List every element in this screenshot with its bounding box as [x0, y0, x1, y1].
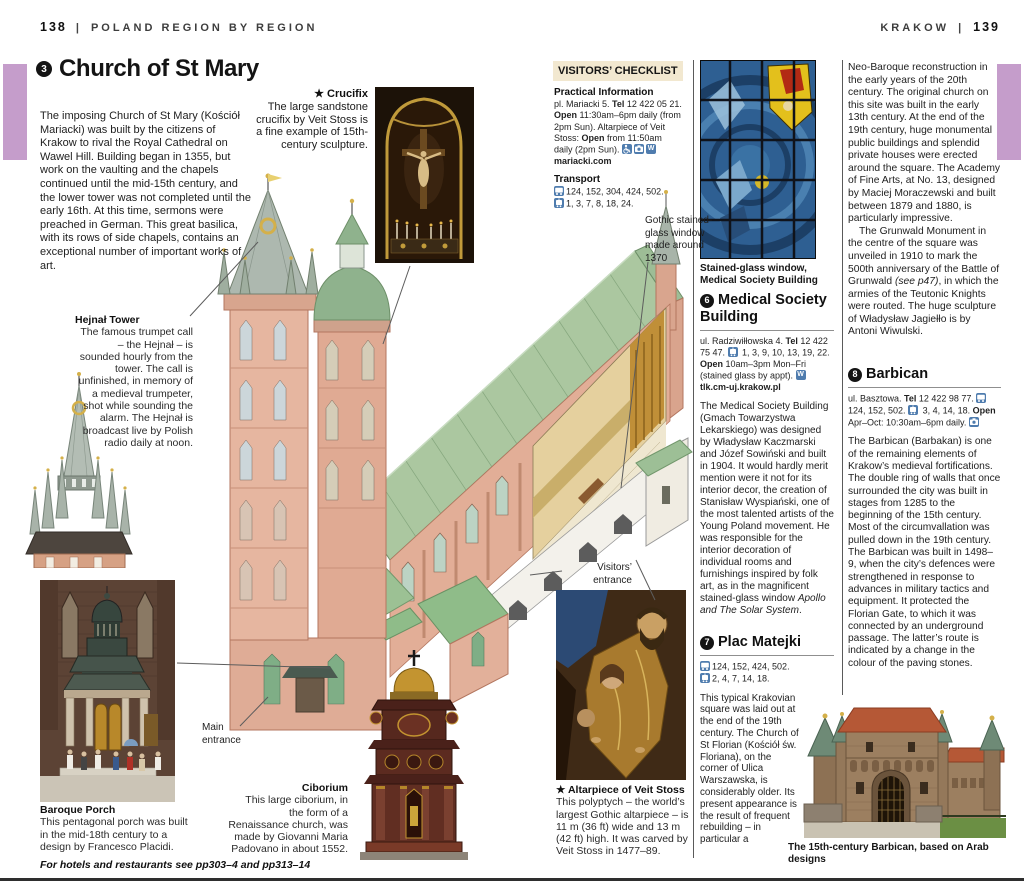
- checklist-title: VISITORS’ CHECKLIST: [553, 61, 683, 81]
- open-label: Open: [554, 110, 578, 121]
- hejnal-caption-title: Hejnał Tower: [75, 314, 140, 326]
- open-hours-2: from 11:50am daily (2pm Sun).: [554, 132, 662, 155]
- section-plac-matejki: [700, 634, 834, 846]
- tram-icon: [908, 405, 918, 415]
- barbican-body: The Barbican (Barbakan) is one of the remaining elements of Krakow’s medieval fortifications. The double ring of walls that once surrounded the city was built in stages from 1285 to the beginning of the 15th century. Most of the circumvallation was pulled down in the 19th century. The Barbican was built in 1498–9, when the city’s defences were strengthened in response to advances in military tactics and equipment. It protected the Florian Gate, to which it was connected by an underground passage. The latter’s route is indicated by a change in the colour of the paving stones.: [848, 436, 1001, 669]
- tel-number: 12 422 98 77.: [916, 393, 977, 404]
- section-heading: Medical Society Building: [700, 292, 827, 325]
- open-label: Open: [972, 405, 996, 416]
- right-column-text: [848, 62, 1001, 339]
- tel-number: 12 422 05 21.: [624, 99, 682, 110]
- website-url: mariacki.com: [554, 155, 612, 166]
- practical-heading: Practical Information: [554, 87, 654, 98]
- header-separator: |: [958, 22, 965, 34]
- article-title-row: [36, 55, 259, 83]
- cross-reference: (see p47): [894, 276, 939, 288]
- visitors-checklist: [553, 61, 683, 217]
- photo-icon: [969, 417, 979, 427]
- section-heading: Barbican: [866, 366, 929, 382]
- open-hours: 11:30am–6pm daily (from 2pm Sun). Altarpiece of Veit Stoss:: [554, 110, 681, 143]
- section-medical-society: [700, 292, 834, 617]
- baroque-porch-photo: [40, 580, 175, 802]
- header-separator: |: [75, 22, 82, 34]
- open-hours: 10am–3pm Mon–Fri (stained glass by appt).: [700, 359, 807, 381]
- section-number-badge: 3: [36, 61, 52, 77]
- medical-info: [700, 336, 834, 393]
- bus-routes: 124, 152, 502.: [848, 405, 909, 416]
- tel-label: Tel: [904, 393, 917, 404]
- address: ul. Radziwiłłowska 4.: [700, 336, 786, 346]
- intro-paragraph: The imposing Church of St Mary (Kościół Mariacki) was built by the citizens of Krakow to rival the Royal Cathedral on Wawel Hill. Building began in 1355, but work on the vaulting and the chapels continued until the mid-15th century, and the lower tower was not completed until the early 16th. At this time, sermons were preached in German. This great basilica, with its rows of side chapels, contains an exceptional number of important works of art.: [40, 110, 251, 272]
- baroque-porch-caption: [40, 804, 192, 853]
- section-title-left: POLAND REGION BY REGION: [90, 22, 318, 34]
- column-rule-left: [693, 60, 694, 858]
- crucifix-photo: [375, 87, 474, 263]
- porch-caption-text: This pentagonal porch was built in the mid-18th century to a design by Francesco Placidi.: [40, 816, 188, 853]
- heading-rule: [700, 655, 834, 656]
- practical-information: [554, 87, 682, 167]
- heading-rule: [700, 330, 834, 331]
- bus-routes: 124, 152, 304, 424, 502.: [566, 186, 664, 197]
- stained-glass-caption: Stained-glass window, Medical Society Building: [700, 263, 818, 286]
- altarpiece-caption-title: Altarpiece of Veit Stoss: [567, 784, 685, 796]
- crucifix-caption-title: Crucifix: [327, 88, 368, 100]
- heading-rule: [848, 387, 1001, 388]
- website-icon: W: [797, 371, 804, 379]
- star-icon: ★: [556, 784, 566, 796]
- bus-icon: [700, 661, 710, 671]
- altarpiece-caption: [556, 784, 694, 858]
- website-url: tlk.cm-uj.krakow.pl: [700, 382, 781, 393]
- tram-routes: 3, 4, 14, 18.: [920, 405, 973, 416]
- tram-icon: [700, 673, 710, 683]
- hejnal-tower-caption: [75, 314, 193, 449]
- barbican-photo-caption: The 15th-century Barbican, based on Arab designs: [788, 842, 989, 865]
- plac-body: This typical Krakovian square was laid out at the end of the 19th century. The Church of St Florian (Kościół św. Floriana), on the corner of Ulica Warszawska, is considerably older. Its present appearance is the result of frequent rebuilding – in particular a: [700, 692, 799, 846]
- tram-icon: [554, 198, 564, 208]
- tram-routes: 1, 3, 9, 10, 13, 19, 22.: [739, 347, 830, 358]
- gothic-window-label: Gothic stained-glass window made around 1370: [645, 215, 713, 264]
- website-icon: W: [647, 145, 655, 153]
- artwork-title: Apollo and The Solar System: [700, 593, 826, 617]
- porch-caption-title: Baroque Porch: [40, 804, 116, 816]
- open-label-2: Open: [581, 132, 605, 143]
- plac-info: [700, 661, 834, 685]
- address: ul. Basztowa.: [848, 393, 905, 404]
- tel-label: Tel: [785, 336, 798, 346]
- page-header-left: [40, 20, 317, 34]
- visitors-entrance-label: Visitors’ entrance: [593, 562, 632, 586]
- tram-routes: 2, 4, 7, 14, 18.: [712, 673, 770, 684]
- crucifix-photo-art: [375, 87, 474, 263]
- section-number-badge: 8: [848, 368, 862, 382]
- crucifix-caption: [250, 88, 368, 152]
- section-barbican: [848, 366, 1001, 670]
- altarpiece-caption-text: This polyptych – the world’s largest Gothic altarpiece – is 11 m (36 ft) wide and 13 m (42 ft) high. It was carved by Veit Stoss in 1477–89.: [556, 796, 689, 858]
- ciborium-caption: [228, 782, 348, 856]
- stained-glass-photo: [700, 60, 816, 259]
- continuation-paragraph: Neo-Baroque reconstruction in the early years of the 20th century. The original church on this site was built in the early 13th century. At the end of the 19th century, huge monumental public buildings and splendid private houses were erected around the square. The Academy of Fine Arts, at No. 13, designed by Maciej Moraczewski and built between 1879 and 1880, is particularly impressive.: [848, 62, 1001, 225]
- tram-routes: 1, 3, 7, 8, 18, 24.: [566, 198, 634, 209]
- page-title: Church of St Mary: [59, 55, 259, 82]
- section-heading: Plac Matejki: [718, 634, 802, 650]
- photo-icon: [634, 144, 644, 154]
- tel-label: Tel: [612, 99, 625, 110]
- tel-number: 12 422 75 47.: [700, 336, 828, 358]
- transport-info: [554, 174, 682, 210]
- bus-routes: 124, 152, 424, 502.: [712, 661, 790, 672]
- medical-body: The Medical Society Building (Gmach Towarzystwa Lekarskiego) was designed by Władysław Kaczmarski and Józef Sowiński and built in 1904. It would hardly merit mention were it not for its interior decor, the creation of Stanisław Wyspiański, one of the most talented artists of the Young Poland movement. He was responsible for the interior decoration of individual rooms and furnishings inspired by folk art, as in the magnificent stained-glass window Apollo and The Solar System.: [700, 401, 834, 617]
- bus-icon: [976, 393, 986, 403]
- ciborium-caption-title: Ciborium: [301, 782, 348, 794]
- main-entrance-label: Main entrance: [202, 722, 241, 746]
- stained-glass-art: [700, 60, 816, 259]
- bus-icon: [554, 186, 564, 196]
- ciborium-illustration: [348, 646, 480, 862]
- grunwald-paragraph: The Grunwald Monument in the centre of the square was unveiled in 1910 to mark the 500th anniversary of the Battle of Grunwald (see p47), in which the armies of the Teutonic Knights were routed. The huge sculpture of Władysław Jagiełło is by Antoni Wiwulski.: [848, 225, 1000, 338]
- page-number-right: 139: [973, 20, 1000, 34]
- page-header-right: [880, 20, 1000, 34]
- tram-icon: [728, 347, 738, 357]
- altarpiece-photo: [556, 590, 686, 780]
- open-hours: Apr–Oct: 10:30am–6pm daily.: [848, 417, 969, 428]
- page-bottom-rule: [0, 878, 1024, 881]
- star-icon: ★: [314, 88, 324, 100]
- section-number-badge: 6: [700, 294, 714, 308]
- page-number-left: 138: [40, 20, 67, 34]
- barbican-info: [848, 393, 1001, 428]
- section-title-right: KRAKOW: [880, 22, 950, 34]
- wheelchair-icon: [622, 144, 632, 154]
- transport-heading: Transport: [554, 173, 601, 185]
- address: pl. Mariacki 5.: [554, 99, 613, 110]
- column-rule-right: [842, 60, 843, 695]
- accent-bar-left: [3, 64, 27, 160]
- hejnal-caption-text: The famous trumpet call – the Hejnał – is sounded hourly from the tower. The call is unfinished, in memory of a medieval trumpeter, shot while sounding the alarm. The Hejnał is broadcast live by Polish radio daily at noon.: [78, 326, 193, 449]
- open-label: Open: [700, 359, 724, 370]
- ciborium-caption-text: This large ciborium, in the form of a Renaissance church, was made by Giovanni Maria Padovano in about 1552.: [228, 794, 348, 856]
- footer-note: For hotels and restaurants see pp303–4 and pp313–14: [40, 859, 311, 871]
- crucifix-caption-text: The large sandstone crucifix by Veit Stoss is a fine example of 15th-century sculpture.: [256, 100, 368, 152]
- section-number-badge: 7: [700, 636, 714, 650]
